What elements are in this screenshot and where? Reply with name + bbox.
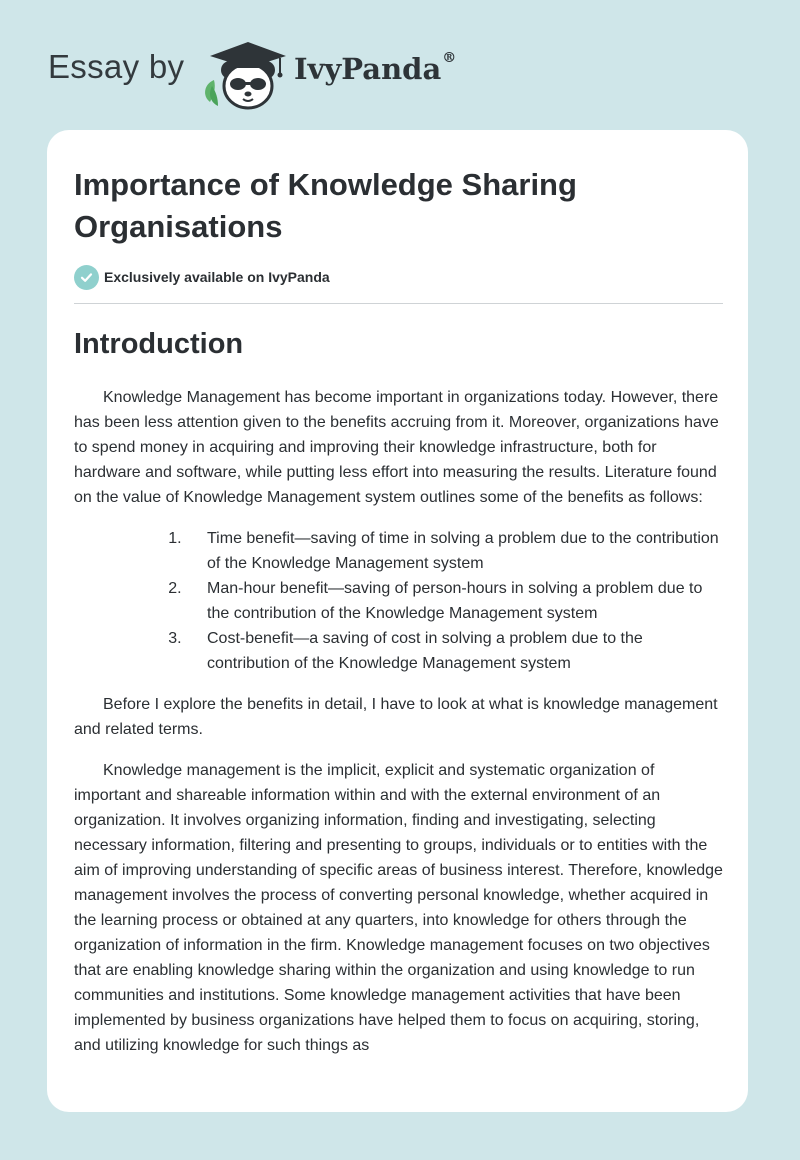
site-header	[48, 30, 508, 110]
list-item: 1. Time benefit—saving of time in solving a problem due to the contribution of the Knowledge Management system	[186, 526, 724, 576]
paragraph: Knowledge management is the implicit, explicit and systematic organization of important and shareable information within and with the external environment of an organization. It involves organizing information, finding and investigating, selecting necessary information, filtering and presenting to groups, individuals or to entities with the aim of improving understanding of specific areas of business interest. Therefore, knowledge management involves the process of converting personal knowledge, whether acquired in the learning process or obtained at any quarters, into knowledge for others through the organization of information in the firm. Knowledge management focuses on two objectives that are enabling knowledge sharing within the organization and using knowledge to run communities and institutions. Some knowledge management activities that have been implemented by business organizations have helped them to focus on acquiring, storing, and utilizing knowledge for such things as	[74, 762, 723, 1054]
paragraph: Knowledge Management has become important in organizations today. However, there has been less attention given to the benefits accruing from it. Moreover, organizations have to spend money in acquiring and improving their knowledge infrastructure, both for hardware and software, while putting less effort into measuring the results. Literature found on the value of Knowledge Management system outlines some of the benefits as follows:	[74, 389, 719, 506]
page-title: Importance of Knowledge Sharing Organisations	[74, 167, 577, 244]
exclusive-badge	[74, 263, 330, 291]
essay-body	[74, 385, 724, 1074]
list-item: 3. Cost-benefit—a saving of cost in solving a problem due to the contribution of the Knowledge Management system	[186, 626, 724, 676]
exclusive-label: Exclusively available on IvyPanda	[104, 269, 330, 285]
paragraph: Before I explore the benefits in detail, I have to look at what is knowledge management and related terms.	[74, 696, 718, 738]
essay-by-label: Essay by	[48, 48, 185, 85]
benefits-list	[74, 526, 724, 676]
divider	[74, 303, 723, 304]
registered-mark: ®	[442, 50, 457, 66]
panda-graduate-icon	[200, 36, 294, 112]
section-heading: Introduction	[74, 328, 244, 360]
essay-card	[47, 130, 748, 1112]
check-circle-icon	[74, 265, 99, 290]
list-item: 2. Man-hour benefit—saving of person-hours in solving a problem due to the contribution of the Knowledge Management system	[186, 576, 724, 626]
brand-name[interactable]: IvyPanda®	[294, 50, 457, 86]
